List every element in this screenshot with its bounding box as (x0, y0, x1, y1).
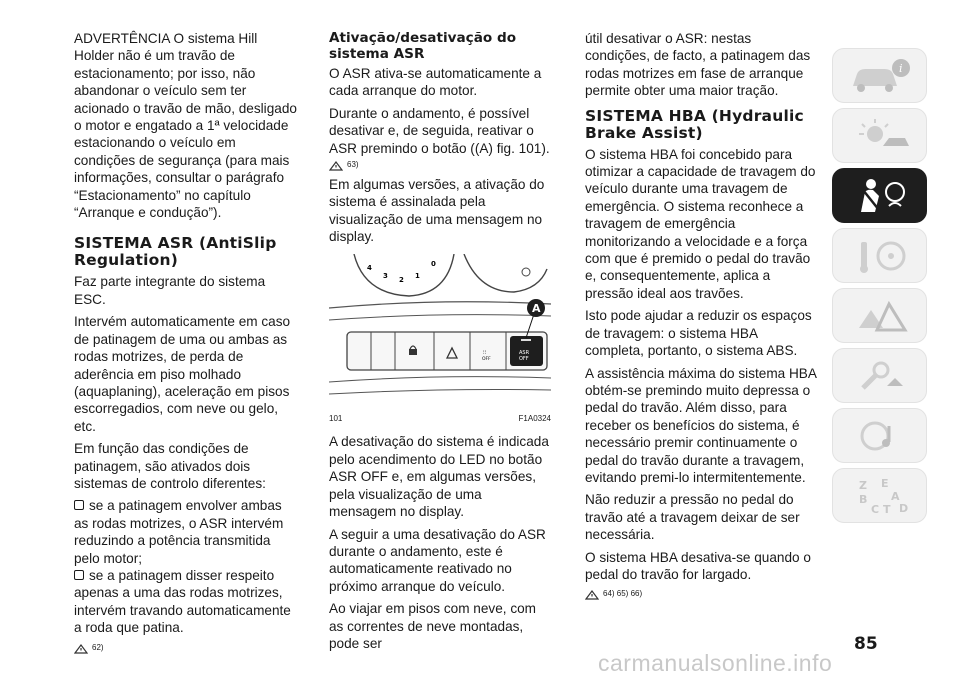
svg-text:ASR: ASR (519, 349, 530, 356)
note-number: 62) (92, 642, 104, 652)
paragraph: Em função das condições de patinagem, são ativados dois sistemas de controlo diferentes: (74, 441, 266, 491)
paragraph: Ao viajar em pisos com neve, com as correntes de neve montadas, pode ser (329, 601, 537, 651)
svg-text:D: D (898, 501, 908, 515)
figure-code: F1A0324 (518, 414, 551, 424)
dashboard-button-panel-illustration (329, 254, 551, 404)
tab-starting-driving[interactable] (832, 228, 927, 283)
section-heading-hba: SISTEMA HBA (Hydraulic Brake Assist) (585, 106, 804, 142)
page-number: 85 (854, 634, 878, 654)
svg-text:E: E (880, 476, 889, 490)
svg-text:3: 3 (383, 271, 388, 280)
svg-text:i: i (898, 61, 903, 75)
callout-label-a: A (532, 301, 541, 315)
svg-text:Z: Z (858, 478, 867, 492)
paragraph: Faz parte integrante do sistema ESC. (74, 274, 266, 307)
service-wrench-icon (845, 356, 915, 396)
warning-triangle-icon (845, 296, 915, 336)
svg-text:2: 2 (399, 275, 404, 284)
paragraph: A desativação do sistema é indicada pelo acendimento do LED no botão ASR OFF e, em algumas versões, pela visualização de uma mensagem no display. (329, 434, 549, 520)
warning-hand-icon (585, 590, 599, 600)
paragraph: Isto pode ajudar a reduzir os espaços de travagem: o sistema HBA completa, portanto, o sistema ABS. (585, 308, 812, 359)
svg-text:OFF: OFF (482, 356, 491, 362)
note-number: 63) (347, 160, 359, 170)
note-number: 64) 65) 66) (603, 589, 643, 599)
tab-alphabetical-index[interactable] (832, 468, 927, 523)
warning-hand-icon (329, 161, 343, 171)
music-heart-icon (845, 416, 915, 456)
tab-dashboard-lights[interactable] (832, 108, 927, 163)
note-reference (585, 588, 817, 600)
section-heading-asr: SISTEMA ASR (AntiSlip Regulation) (74, 234, 277, 270)
svg-text:C: C (870, 502, 879, 516)
section-heading-asr-activation: Ativação/desativação do sistema ASR (329, 30, 517, 62)
key-steering-icon (845, 236, 915, 276)
svg-text:OFF: OFF (519, 355, 529, 362)
paragraph: útil desativar o ASR: nestas condições, de facto, a patinagem das rodas motrizes em fase de arranque permite obter uma maior tração. (585, 31, 811, 99)
paragraph: Em algumas versões, a ativação do sistema é assinalada pela visualização de uma mensagem no display. (329, 177, 545, 245)
paragraph: O ASR ativa-se automaticamente a cada arranque do motor. (329, 66, 542, 99)
warning-paragraph: ADVERTÊNCIA O sistema Hill Holder não é um travão de estacionamento; por isso, não abandonar o veículo sem ter acionado o travão de mão, desligado o motor e engatado a 1ª velocidade estacionando o veículo em condições de segurança (para mais informações, consultar o parágrafo “Estacionamento” no capítulo “Arranque e condução”). (74, 31, 297, 221)
figure-number: 101 (329, 414, 343, 424)
dashboard-lights-icon (845, 116, 915, 156)
column-1 (74, 30, 299, 659)
svg-text:1: 1 (415, 271, 420, 280)
svg-text:B: B (858, 492, 867, 506)
column-2 (329, 30, 551, 657)
tab-car-info[interactable] (832, 48, 927, 103)
paragraph: A assistência máxima do sistema HBA obtém-se premindo muito depressa o pedal do travão. Além disso, para receber os benefícios do sistema, é necessário premir continuamente o pedal do travão durante a travagem, evitando premi-lo intermitentemente. (585, 365, 817, 485)
warning-hand-icon (74, 644, 88, 654)
tab-multimedia[interactable] (832, 408, 927, 463)
svg-text:A: A (890, 489, 900, 503)
paragraph: Intervém automaticamente em caso de patinagem de uma ou ambas as rodas motrizes, de perda de aderência em piso molhado (aquaplaning), aceleração em pisos escorregadios, com neve ou gelo, etc. (74, 314, 291, 434)
paragraph: Durante o andamento, é possível desativar e, de seguida, reativar o ASR premindo o botão ((A) fig. 101). (329, 105, 550, 156)
column-3 (585, 30, 817, 605)
chapter-sidebar (832, 48, 927, 528)
watermark: carmanualsonline.info (598, 650, 833, 676)
svg-text:T: T (882, 502, 891, 516)
paragraph: Não reduzir a pressão no pedal do travão até a travagem deixar de ser necessária. (585, 492, 800, 543)
seat-belt-airbag-icon (845, 176, 915, 216)
alphabet-index-icon (845, 476, 915, 516)
tab-maintenance[interactable] (832, 348, 927, 403)
svg-text:⁝⁝: ⁝⁝ (483, 349, 487, 356)
svg-text:4: 4 (367, 263, 372, 272)
bullet-item: se a patinagem disser respeito apenas a uma das rodas motrizes, intervém travando automaticamente a roda que patina. (74, 567, 299, 637)
tab-emergency[interactable] (832, 288, 927, 343)
tab-safety[interactable] (832, 168, 927, 223)
paragraph: O sistema HBA foi concebido para otimizar a capacidade de travagem do veículo durante uma travagem de emergência. O sistema reconhece a travagem de emergência monitorizando a velocidade e a força com que é premido o pedal do travão e, consequentemente, aplica a pressão ideal aos travões. (585, 146, 816, 301)
figure-101 (329, 254, 551, 428)
figure-caption (329, 410, 551, 427)
svg-text:0: 0 (431, 259, 436, 268)
bullet-item: se a patinagem envolver ambas as rodas motrizes, o ASR intervém reduzindo a potência transmitida pelo motor; (74, 497, 299, 567)
paragraph: O sistema HBA desativa-se quando o pedal do travão for largado. (585, 549, 811, 582)
note-reference (74, 642, 299, 654)
note-reference (329, 159, 551, 171)
paragraph: A seguir a uma desativação do ASR durante o andamento, este é automaticamente reativado no próximo arranque do veículo. (329, 526, 546, 594)
car-info-icon (845, 56, 915, 96)
